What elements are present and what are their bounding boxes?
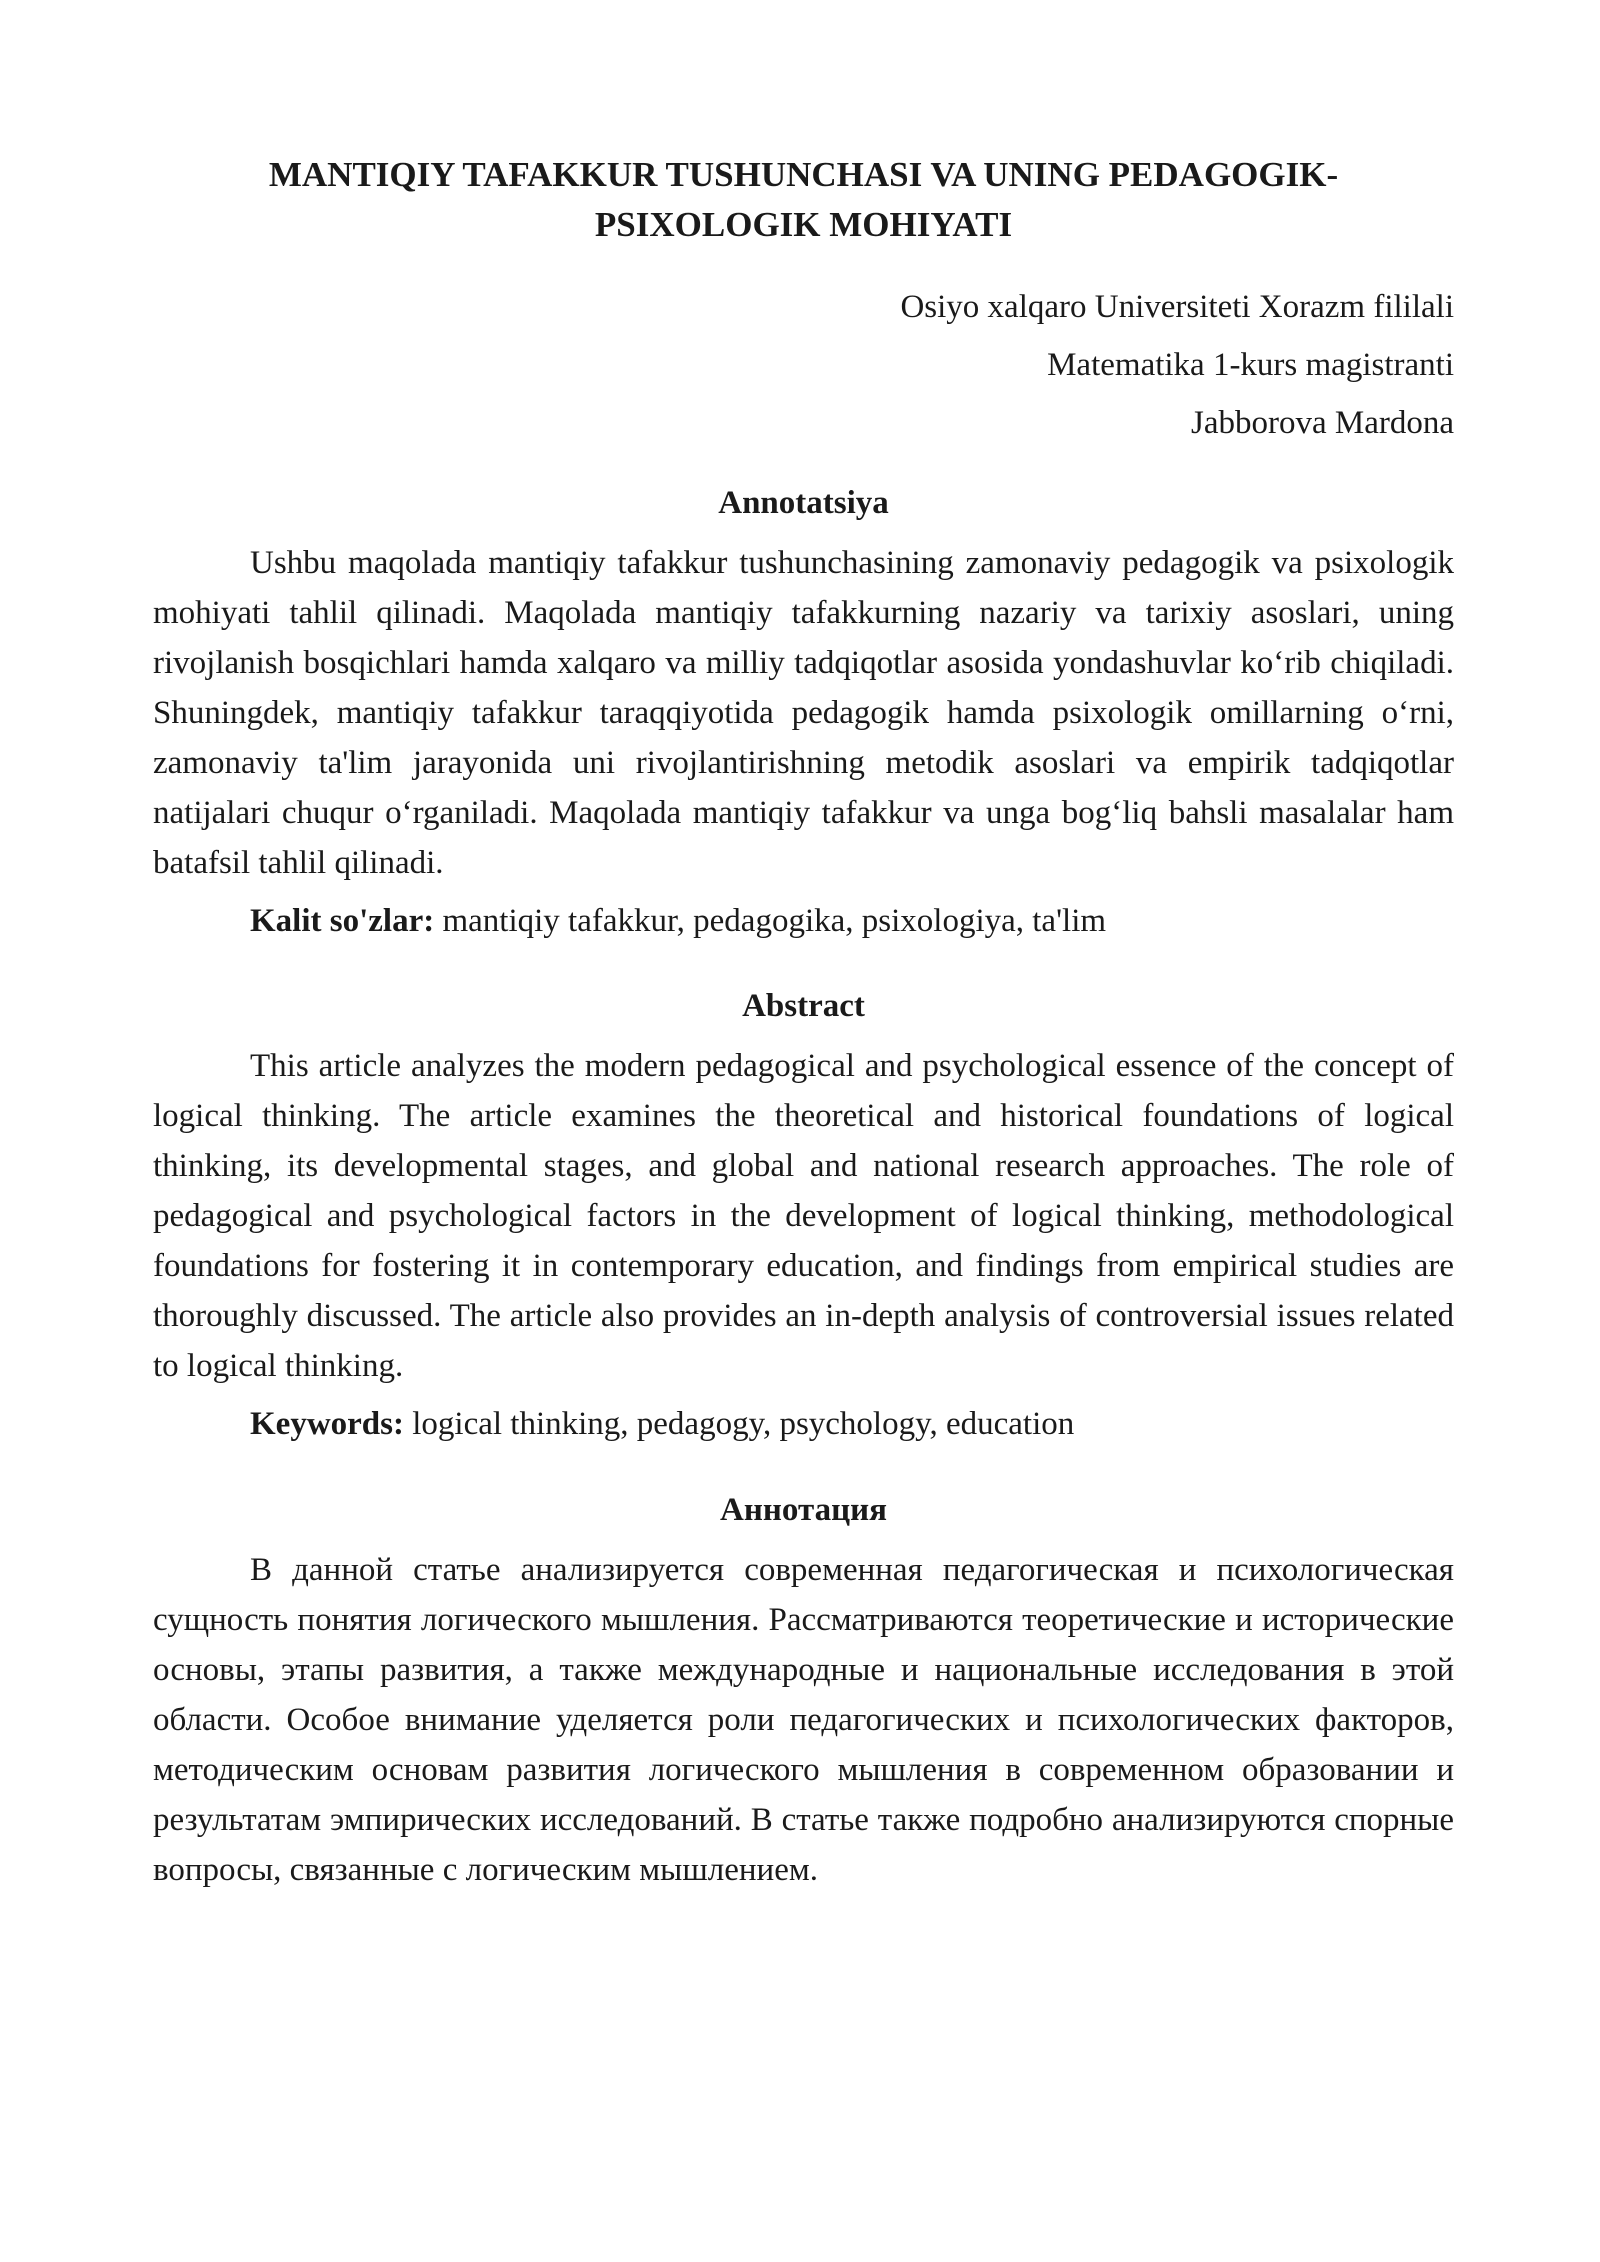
annotatsiya-keywords bbox=[153, 896, 1454, 946]
author-name: Jabborova Mardona bbox=[1190, 405, 1454, 441]
affiliation-university: Osiyo xalqaro Universiteti Xorazm fililali bbox=[900, 289, 1454, 325]
title-line-1: MANTIQIY TAFAKKUR TUSHUNCHASI VA UNING PEDAGOGIK- bbox=[268, 155, 1339, 194]
annotatsiya-heading: Annotatsiya bbox=[718, 485, 889, 521]
author-affiliation bbox=[153, 278, 1454, 452]
annotatsiya-keywords-list: mantiqiy tafakkur, pedagogika, psixologiya, ta'lim bbox=[434, 903, 1107, 939]
abstract-keywords bbox=[153, 1399, 1454, 1449]
page-content bbox=[153, 150, 1454, 1895]
annotatsiya-keywords-label: Kalit so'zlar: bbox=[250, 903, 435, 939]
abstract-heading: Abstract bbox=[742, 988, 865, 1024]
annotatsiya-ru-paragraph: В данной статье анализируется современная педагогическая и психологическая сущность понятия логического мышления. Рассматриваются теоретические и исторические основы, этапы развития, а также международные и национальные исследования в этой области. Особое внимание уделяется роли педагогических и психологических факторов, методическим основам развития логического мышления в современном образовании и результатам эмпирических исследований. В статье также подробно анализируются спорные вопросы, связанные с логическим мышлением. bbox=[153, 1552, 1454, 1888]
affiliation-position: Matematika 1-kurs magistranti bbox=[1047, 347, 1454, 383]
annotatsiya-paragraph: Ushbu maqolada mantiqiy tafakkur tushunchasining zamonaviy pedagogik va psixologik mohiyati tahlil qilinadi. Maqolada mantiqiy tafakkurning nazariy va tarixiy asoslari, uning rivojlanish bosqichlari hamda xalqaro va milliy tadqiqotlar asosida yondashuvlar ko‘rib chiqiladi. Shuningdek, mantiqiy tafakkur taraqqiyotida pedagogik hamda psixologik omillarning o‘rni, zamonaviy ta'lim jarayonida uni rivojlantirishning metodik asoslari va empirik tadqiqotlar natijalari chuqur o‘rganiladi. Maqolada mantiqiy tafakkur va unga bog‘liq bahsli masalalar ham batafsil tahlil qilinadi. bbox=[153, 545, 1454, 881]
abstract-paragraph: This article analyzes the modern pedagogical and psychological essence of the concept of logical thinking. The article examines the theoretical and historical foundations of logical thinking, its developmental stages, and global and national research approaches. The role of pedagogical and psychological factors in the development of logical thinking, methodological foundations for fostering it in contemporary education, and findings from empirical studies are thoroughly discussed. The article also provides an in-depth analysis of controversial issues related to logical thinking. bbox=[153, 1048, 1454, 1384]
abstract-keywords-label: Keywords: bbox=[250, 1406, 404, 1442]
abstract-keywords-list: logical thinking, pedagogy, psychology, education bbox=[403, 1406, 1075, 1442]
title-line-2: PSIXOLOGIK MOHIYATI bbox=[594, 205, 1013, 244]
annotatsiya-ru-heading: Аннотация bbox=[720, 1492, 887, 1528]
paper-title bbox=[153, 150, 1454, 250]
